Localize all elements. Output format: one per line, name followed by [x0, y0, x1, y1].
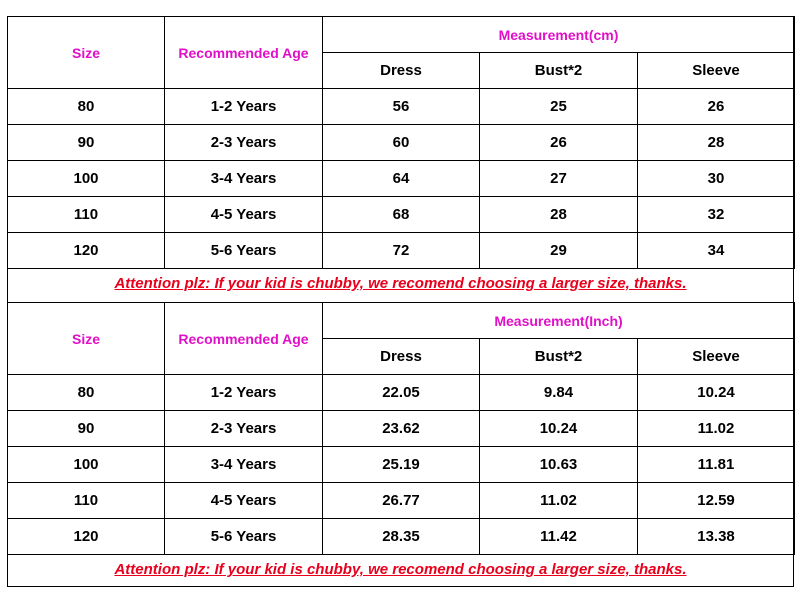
size-cell: 120 [8, 233, 165, 269]
sleeve-header: Sleeve [638, 53, 795, 89]
sleeve-cell: 12.59 [638, 483, 795, 519]
sleeve-cell: 34 [638, 233, 795, 269]
age-cell: 1-2 Years [165, 89, 323, 125]
age-cell: 2-3 Years [165, 411, 323, 447]
sleeve-cell: 11.81 [638, 447, 795, 483]
size-cell: 120 [8, 519, 165, 555]
table-row [8, 483, 795, 519]
dress-cell: 22.05 [323, 375, 480, 411]
dress-cell: 23.62 [323, 411, 480, 447]
table-row [8, 375, 795, 411]
table-row [8, 125, 795, 161]
age-header: Recommended Age [165, 17, 323, 89]
bust-header: Bust*2 [480, 53, 638, 89]
size-table-cm [7, 16, 795, 269]
bust-cell: 11.42 [480, 519, 638, 555]
age-cell: 5-6 Years [165, 519, 323, 555]
bust-cell: 29 [480, 233, 638, 269]
age-cell: 2-3 Years [165, 125, 323, 161]
sleeve-cell: 26 [638, 89, 795, 125]
size-header: Size [8, 303, 165, 375]
dress-cell: 28.35 [323, 519, 480, 555]
chubby-notice: Attention plz: If your kid is chubby, we recomend choosing a larger size, thanks. [114, 275, 687, 292]
size-cell: 110 [8, 197, 165, 233]
sleeve-cell: 30 [638, 161, 795, 197]
dress-cell: 60 [323, 125, 480, 161]
chubby-notice: Attention plz: If your kid is chubby, we recomend choosing a larger size, thanks. [114, 561, 687, 578]
age-cell: 4-5 Years [165, 483, 323, 519]
size-header: Size [8, 17, 165, 89]
table-row [8, 519, 795, 555]
table-row [8, 89, 795, 125]
bust-cell: 11.02 [480, 483, 638, 519]
table-row [8, 233, 795, 269]
bust-cell: 28 [480, 197, 638, 233]
sleeve-header: Sleeve [638, 339, 795, 375]
measurement-header: Measurement(Inch) [323, 303, 795, 339]
size-table-inch [7, 302, 795, 555]
sleeve-cell: 10.24 [638, 375, 795, 411]
dress-cell: 68 [323, 197, 480, 233]
age-header: Recommended Age [165, 303, 323, 375]
size-cell: 100 [8, 161, 165, 197]
bust-cell: 9.84 [480, 375, 638, 411]
sleeve-cell: 13.38 [638, 519, 795, 555]
table-row [8, 447, 795, 483]
sleeve-cell: 32 [638, 197, 795, 233]
dress-cell: 26.77 [323, 483, 480, 519]
size-cell: 80 [8, 89, 165, 125]
sleeve-cell: 28 [638, 125, 795, 161]
dress-cell: 72 [323, 233, 480, 269]
bust-cell: 10.63 [480, 447, 638, 483]
sleeve-cell: 11.02 [638, 411, 795, 447]
measurement-header: Measurement(cm) [323, 17, 795, 53]
age-cell: 5-6 Years [165, 233, 323, 269]
size-cell: 90 [8, 411, 165, 447]
size-cell: 100 [8, 447, 165, 483]
size-cell: 90 [8, 125, 165, 161]
dress-header: Dress [323, 53, 480, 89]
table-row [8, 161, 795, 197]
age-cell: 3-4 Years [165, 161, 323, 197]
size-cell: 110 [8, 483, 165, 519]
dress-cell: 64 [323, 161, 480, 197]
bust-header: Bust*2 [480, 339, 638, 375]
size-cell: 80 [8, 375, 165, 411]
table-row [8, 197, 795, 233]
bust-cell: 10.24 [480, 411, 638, 447]
age-cell: 4-5 Years [165, 197, 323, 233]
age-cell: 3-4 Years [165, 447, 323, 483]
dress-header: Dress [323, 339, 480, 375]
dress-cell: 25.19 [323, 447, 480, 483]
bust-cell: 26 [480, 125, 638, 161]
bust-cell: 27 [480, 161, 638, 197]
bust-cell: 25 [480, 89, 638, 125]
table-row [8, 411, 795, 447]
dress-cell: 56 [323, 89, 480, 125]
age-cell: 1-2 Years [165, 375, 323, 411]
